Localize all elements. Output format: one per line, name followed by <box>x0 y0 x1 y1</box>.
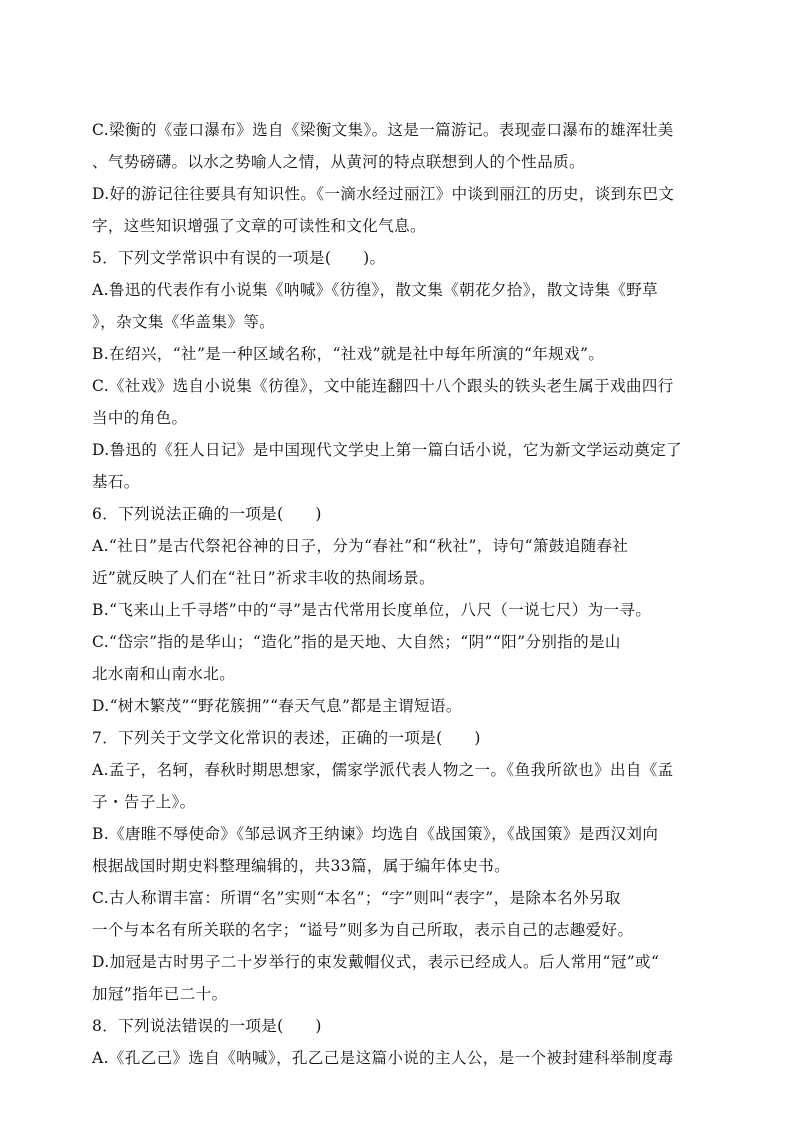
text-line: B.“飞来山上千寻塔”中的“寻”是古代常用长度单位，八尺（一说七尺）为一寻。 <box>92 601 652 619</box>
document-body <box>92 114 698 1074</box>
text-line: 7．下列关于文学文化常识的表述，正确的一项是( ) <box>92 729 481 747</box>
text-line: 加冠”指年已二十。 <box>92 985 228 1003</box>
text-line: C.古人称谓丰富：所谓“名”实则“本名”；“字”则叫“表字”，是除本名外另取 <box>92 889 621 907</box>
text-line: A.“社日”是古代祭祀谷神的日子，分为“春社”和“秋社”，诗句“箫鼓追随春社 <box>92 537 629 555</box>
text-line: 8．下列说法错误的一项是( ) <box>92 1017 322 1035</box>
text-line: 北水南和山南水北。 <box>92 665 236 683</box>
text-line: A.孟子，名轲，春秋时期思想家，儒家学派代表人物之一。《鱼我所欲也》出自《孟 <box>92 761 674 779</box>
text-line: D.“树木繁茂”“野花簇拥”“春天气息”都是主谓短语。 <box>92 697 462 715</box>
text-line: 当中的角色。 <box>92 409 188 427</box>
text-line: A.鲁迅的代表作有小说集《呐喊》《彷徨》，散文集《朝花夕拾》，散文诗集《野草 <box>92 281 659 299</box>
text-line: 、气势磅礴。以水之势喻人之情，从黄河的特点联想到人的个性品质。 <box>92 153 585 171</box>
text-line: 基石。 <box>92 473 140 491</box>
text-line: D.鲁迅的《狂人日记》是中国现代文学史上第一篇白话小说，它为新文学运动奠定了 <box>92 441 683 459</box>
text-line: 近”就反映了人们在“社日”祈求丰收的热闹场景。 <box>92 569 435 587</box>
text-line: 子・告子上》。 <box>92 793 196 811</box>
text-line: D.加冠是古时男子二十岁举行的束发戴帽仪式，表示已经成人。后人常用“冠”或“ <box>92 953 660 971</box>
text-line: D.好的游记往往要具有知识性。《一滴水经过丽江》中谈到丽江的历史，谈到东巴文 <box>92 185 675 203</box>
text-line: 根据战国时期史料整理编辑的，共33篇，属于编年体史书。 <box>92 857 511 875</box>
text-line: 一个与本名有所关联的名字；“谥号”则多为自己所取，表示自己的志趣爱好。 <box>92 921 634 939</box>
text-line: C.《社戏》选自小说集《彷徨》，文中能连翻四十八个跟头的铁头老生属于戏曲四行 <box>92 377 674 395</box>
text-line: B.《唐睢不辱使命》《邹忌讽齐王纳谏》均选自《战国策》，《战国策》是西汉刘向 <box>92 825 659 843</box>
text-line: 6．下列说法正确的一项是( ) <box>92 505 322 523</box>
text-line: A.《孔乙己》选自《呐喊》，孔乙己是这篇小说的主人公，是一个被封建科举制度毒 <box>92 1049 674 1067</box>
text-line: C.“岱宗”指的是华山；“造化”指的是天地、大自然；“阴”“阳”分别指的是山 <box>92 633 621 651</box>
text-line: B.在绍兴，“社”是一种区域名称，“社戏”就是社中每年所演的“年规戏”。 <box>92 345 605 363</box>
text-line: 5．下列文学常识中有误的一项是( )。 <box>92 249 386 267</box>
text-line: 字，这些知识增强了文章的可读性和文化气息。 <box>92 217 426 235</box>
text-line: 》，杂文集《华盖集》等。 <box>92 313 276 331</box>
text-line: C.梁衡的《壶口瀑布》选自《梁衡文集》。这是一篇游记。表现壶口瀑布的雄浑壮美 <box>92 121 674 139</box>
